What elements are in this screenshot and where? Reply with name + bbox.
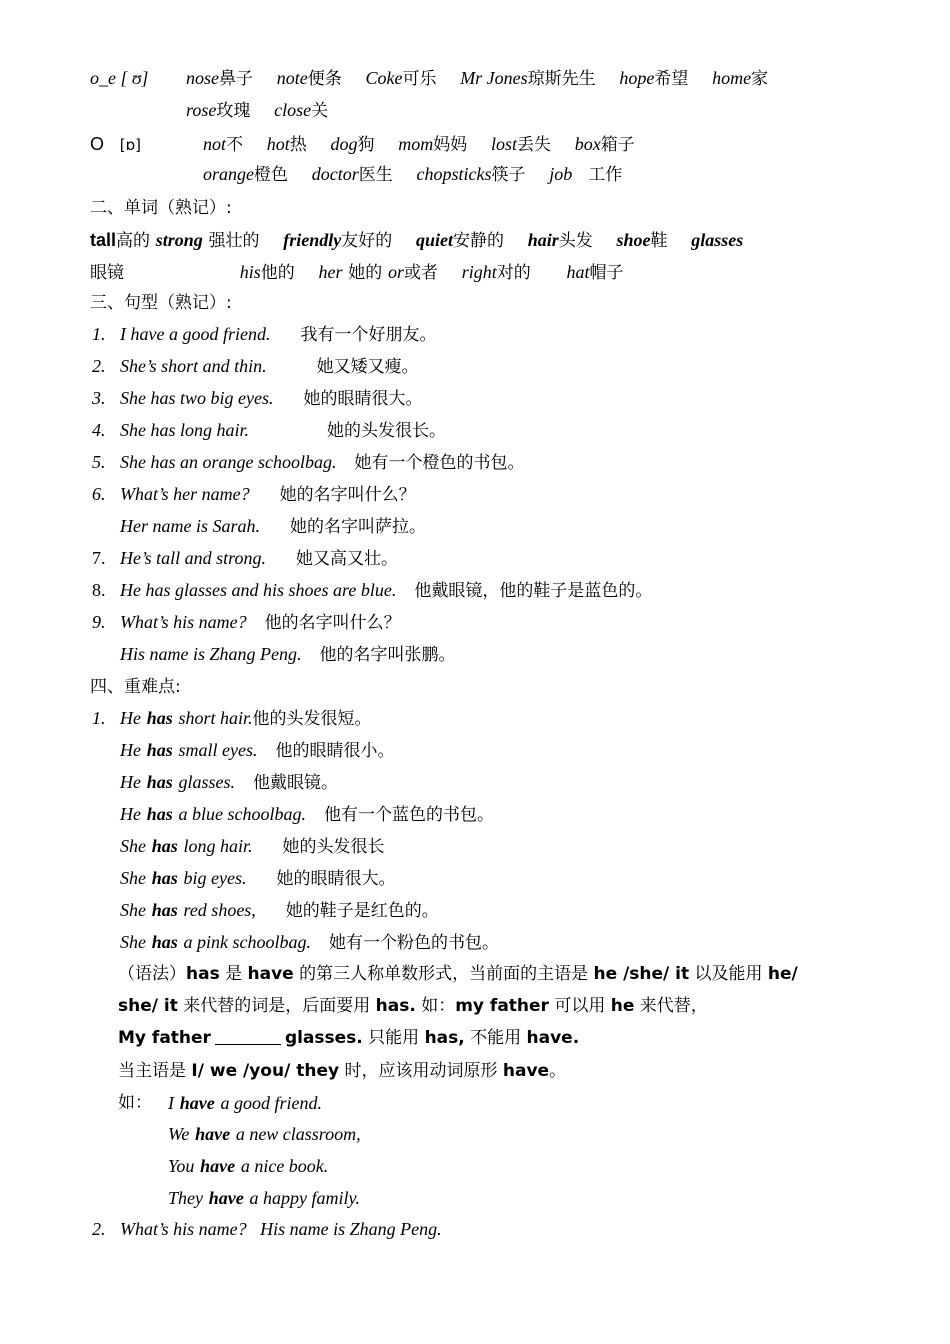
phonics-o-words-row1: [203, 132, 635, 157]
sentence-en: He has glasses and his shoes are blue.: [120, 580, 397, 600]
word-en: glasses: [691, 230, 744, 250]
grammar-text: 以及能用: [689, 964, 768, 984]
grammar-text: 。: [549, 1061, 567, 1081]
sentence-row: [92, 482, 416, 507]
word-zh: 眼镜: [90, 263, 124, 283]
word-en: note: [276, 68, 308, 88]
grammar-line-1: [118, 962, 798, 986]
rest: a good friend.: [220, 1093, 322, 1113]
subject: I: [168, 1093, 174, 1113]
sentence-en: What’s her name?: [120, 484, 250, 504]
word-en: home: [712, 68, 752, 88]
verb: have: [195, 1124, 231, 1144]
sentence-zh: 他戴眼镜，他的鞋子是蓝色的。: [414, 581, 653, 601]
translation: 他的眼睛很小。: [275, 741, 395, 761]
grammar-text: have: [502, 1061, 550, 1081]
grammar-text: My father: [118, 1028, 211, 1048]
word-en: job: [549, 164, 573, 184]
rest: a nice book.: [240, 1156, 329, 1176]
subject: They: [168, 1188, 203, 1208]
subject: She: [120, 836, 146, 856]
grammar-text: has.: [375, 996, 416, 1016]
grammar-line-2: [118, 994, 708, 1018]
sentence-zh: 她又高又壮。: [296, 549, 399, 569]
translation: 她的鞋子是红色的。: [285, 901, 439, 921]
rest: a pink schoolbag.: [183, 932, 311, 952]
word-zh: 医生: [358, 165, 393, 185]
phonics-oe-words-row1: [186, 66, 768, 91]
fill-blank: [215, 1028, 281, 1045]
grammar-text: 来代替的词是，后面要用: [177, 996, 376, 1016]
sentence-en: She has long hair.: [120, 420, 250, 440]
verb: have: [200, 1156, 236, 1176]
oe-symbol: o_e [ ʊ]: [90, 68, 149, 88]
sentence-row: [92, 546, 398, 571]
grammar-text: has,: [424, 1028, 465, 1048]
verb: has: [151, 932, 178, 952]
sentence-zh: 她有一个橙色的书包。: [354, 453, 525, 473]
subject: She: [120, 932, 146, 952]
rest: big eyes.: [183, 868, 247, 888]
has-example-row: [120, 834, 385, 859]
word-zh: 鞋: [650, 231, 668, 251]
word-en: doctor: [311, 164, 359, 184]
sentence-en: She’s short and thin.: [120, 356, 267, 376]
have-example-row: [168, 1122, 361, 1147]
word-en: tall: [90, 230, 117, 250]
sentence-row: [92, 386, 422, 411]
grammar-text: 时，应该用动词原形: [339, 1061, 503, 1081]
word-en: mom: [398, 134, 434, 154]
sentence-en: He’s tall and strong.: [120, 548, 267, 568]
sentence-row: [92, 450, 524, 475]
word-zh: 鼻子: [219, 69, 253, 89]
word-zh: 可乐: [402, 69, 437, 89]
grammar-text: 可以用: [548, 996, 611, 1016]
sentence-en: She has an orange schoolbag.: [120, 452, 337, 472]
word-zh: 琼斯先生: [527, 69, 596, 89]
sentence-en: She has two big eyes.: [120, 388, 274, 408]
grammar-text: he: [610, 996, 635, 1016]
have-example-row: [168, 1091, 322, 1116]
subject: She: [120, 900, 146, 920]
grammar-text: 是: [219, 964, 248, 984]
grammar-text: 如：: [415, 996, 456, 1016]
sentence-zh: 她的名字叫萨拉。: [290, 517, 426, 537]
grammar-text: he/: [767, 964, 798, 984]
sentence-zh: 她的名字叫什么？: [279, 485, 416, 505]
word-zh: 狗: [357, 135, 375, 155]
has-example-row: [120, 898, 439, 923]
subject: You: [168, 1156, 195, 1176]
sentence-row: [92, 578, 652, 603]
sentence-num: 9.: [92, 612, 106, 632]
verb: has: [146, 772, 173, 792]
word-zh: 安静的: [453, 231, 504, 251]
subject: She: [120, 868, 146, 888]
grammar-text: 当主语是: [118, 1061, 192, 1081]
translation: 她有一个粉色的书包。: [328, 933, 499, 953]
has-example-row: [120, 802, 494, 827]
sentence-zh: 她又矮又瘦。: [316, 357, 419, 377]
grammar-line-4: [118, 1059, 566, 1083]
grammar-text: he /she/ it: [593, 964, 690, 984]
word-zh: 妈妈: [433, 135, 468, 155]
word-zh: 玫瑰: [216, 101, 251, 121]
sentence-row: [92, 322, 436, 347]
verb: has: [146, 804, 173, 824]
section2-heading: 二、单词（熟记）:: [90, 198, 232, 218]
grammar-text: glasses.: [284, 1028, 363, 1048]
sentence-row: [92, 418, 446, 443]
word-zh: 家: [751, 69, 769, 89]
has-example-row: [120, 930, 499, 955]
phonics-oe-words-row2: [186, 98, 328, 123]
rest: red shoes,: [183, 900, 256, 920]
sentence-num: 2.: [92, 356, 106, 376]
grammar-text: have: [247, 964, 294, 984]
verb: have: [208, 1188, 244, 1208]
rest: small eyes.: [178, 740, 258, 760]
grammar-line-3: [118, 1026, 579, 1050]
word-en: chopsticks: [416, 164, 492, 184]
grammar-text: 不能用: [464, 1028, 527, 1048]
item2-row: [92, 1217, 442, 1242]
verb: has: [151, 836, 178, 856]
grammar-text: my father: [455, 996, 549, 1016]
sentence-en: Her name is Sarah.: [120, 516, 260, 536]
word-zh: 他的: [260, 263, 295, 283]
sentence-num: 5.: [92, 452, 106, 472]
has-example-row: [92, 706, 372, 731]
verb: has: [146, 708, 173, 728]
grammar-text: I/ we /you/ they: [191, 1061, 340, 1081]
word-en: strong: [155, 230, 203, 250]
word-zh: 对的: [496, 263, 531, 283]
word-en: not: [203, 134, 227, 154]
has-example-row: [120, 770, 338, 795]
word-zh: 丢失: [516, 135, 551, 155]
translation: 她的头发很长: [282, 837, 385, 857]
word-en: Coke: [365, 68, 403, 88]
translation: 他有一个蓝色的书包。: [323, 805, 494, 825]
grammar-text: 来代替，: [634, 996, 708, 1016]
o-ipa: [ɒ]: [119, 136, 141, 154]
word-en: Mr Jones: [460, 68, 528, 88]
sentence-en: I have a good friend.: [120, 324, 271, 344]
word-en: hot: [266, 134, 290, 154]
rest: a blue schoolbag.: [178, 804, 306, 824]
sentence-row: [92, 610, 401, 635]
word-en: hat: [566, 262, 590, 282]
item2-text: What’s his name? His name is Zhang Peng.: [120, 1219, 442, 1239]
sentence-num: 6.: [92, 484, 106, 504]
sentence-en: What’s his name?: [120, 612, 247, 632]
grammar-text: 只能用: [362, 1028, 425, 1048]
item-num: 1.: [92, 708, 106, 728]
translation: 她的眼睛很大。: [276, 869, 396, 889]
subject: We: [168, 1124, 190, 1144]
grammar-text: she/ it: [118, 996, 178, 1016]
section3-heading: 三、句型（熟记）:: [90, 293, 232, 313]
have-example-row: [168, 1154, 328, 1179]
sentence-zh: 她的眼睛很大。: [303, 389, 423, 409]
sentence-num: 8.: [92, 580, 106, 600]
verb: has: [151, 900, 178, 920]
grammar-text: have.: [526, 1028, 580, 1048]
word-zh: 工作: [588, 165, 623, 185]
verb: have: [179, 1093, 215, 1113]
word-en: right: [461, 262, 497, 282]
word-zh: 便条: [307, 69, 342, 89]
verb: has: [146, 740, 173, 760]
word-zh: 她的: [348, 263, 383, 283]
grammar-text: has: [186, 964, 220, 984]
sentence-zh: 他的名字叫张鹏。: [319, 645, 456, 665]
section4-heading: 四、重难点:: [90, 677, 181, 697]
phonics-o-words-row2: [203, 162, 622, 187]
word-zh: 热: [289, 135, 307, 155]
rest: long hair.: [183, 836, 253, 856]
translation: 他的头发很短。: [252, 709, 372, 729]
subject: He: [120, 772, 141, 792]
subject: He: [120, 740, 141, 760]
word-en: quiet: [415, 230, 453, 250]
word-zh: 橙色: [254, 165, 288, 185]
word-en: her: [318, 262, 343, 282]
vocab-row1: [90, 228, 743, 253]
word-en: close: [274, 100, 312, 120]
phonics-oe-row1: [90, 66, 148, 91]
sentence-zh: 他的名字叫什么？: [264, 613, 401, 633]
word-zh: 箱子: [600, 135, 635, 155]
word-zh: 帽子: [589, 263, 624, 283]
word-zh: 强壮的: [208, 231, 260, 251]
word-zh: 希望: [654, 69, 689, 89]
sentence-zh: 她的头发很长。: [327, 421, 447, 441]
word-zh: 关: [311, 101, 329, 121]
rest: glasses.: [178, 772, 235, 792]
example-label: 如：: [118, 1093, 152, 1113]
translation: 他戴眼镜。: [253, 773, 338, 793]
o-letter: O: [90, 134, 105, 154]
verb: has: [151, 868, 178, 888]
word-en: friendly: [283, 230, 342, 250]
sentence-num: 3.: [92, 388, 106, 408]
rest: a happy family.: [249, 1188, 360, 1208]
word-en: lost: [490, 134, 517, 154]
subject: He: [120, 804, 141, 824]
word-en: orange: [203, 164, 254, 184]
sentence-row: [92, 354, 419, 379]
has-example-row: [120, 738, 394, 763]
word-zh: 友好的: [341, 231, 393, 251]
word-en: shoe: [616, 230, 651, 250]
has-example-row: [120, 866, 395, 891]
word-en: rose: [186, 100, 217, 120]
rest: short hair.: [178, 708, 253, 728]
sentence-num: 4.: [92, 420, 106, 440]
subject: He: [120, 708, 141, 728]
sentence-num: 1.: [92, 324, 106, 344]
have-example-row: [168, 1186, 360, 1211]
vocab-row2: [90, 260, 623, 285]
word-zh: 高的: [116, 231, 151, 251]
sentence-zh: 我有一个好朋友。: [300, 325, 437, 345]
word-zh: 头发: [558, 231, 593, 251]
word-en: hair: [527, 230, 559, 250]
item-num: 2.: [92, 1219, 106, 1239]
word-en: nose: [186, 68, 219, 88]
grammar-text: 的第三人称单数形式，当前面的主语是: [293, 964, 594, 984]
phonics-o-symbol: [90, 132, 141, 157]
rest: a new classroom,: [235, 1124, 361, 1144]
word-en: box: [574, 134, 601, 154]
grammar-text: （语法）: [118, 964, 186, 984]
word-en: hope: [619, 68, 655, 88]
word-zh: 筷子: [491, 165, 526, 185]
sentence-en: His name is Zhang Peng.: [120, 644, 302, 664]
word-en: or: [387, 262, 404, 282]
word-zh: 不: [226, 135, 244, 155]
word-en: his: [239, 262, 261, 282]
sentence-num: 7.: [92, 548, 106, 568]
word-zh: 或者: [403, 263, 438, 283]
sentence-row: [92, 514, 426, 539]
sentence-row: [92, 642, 456, 667]
word-en: dog: [330, 134, 358, 154]
